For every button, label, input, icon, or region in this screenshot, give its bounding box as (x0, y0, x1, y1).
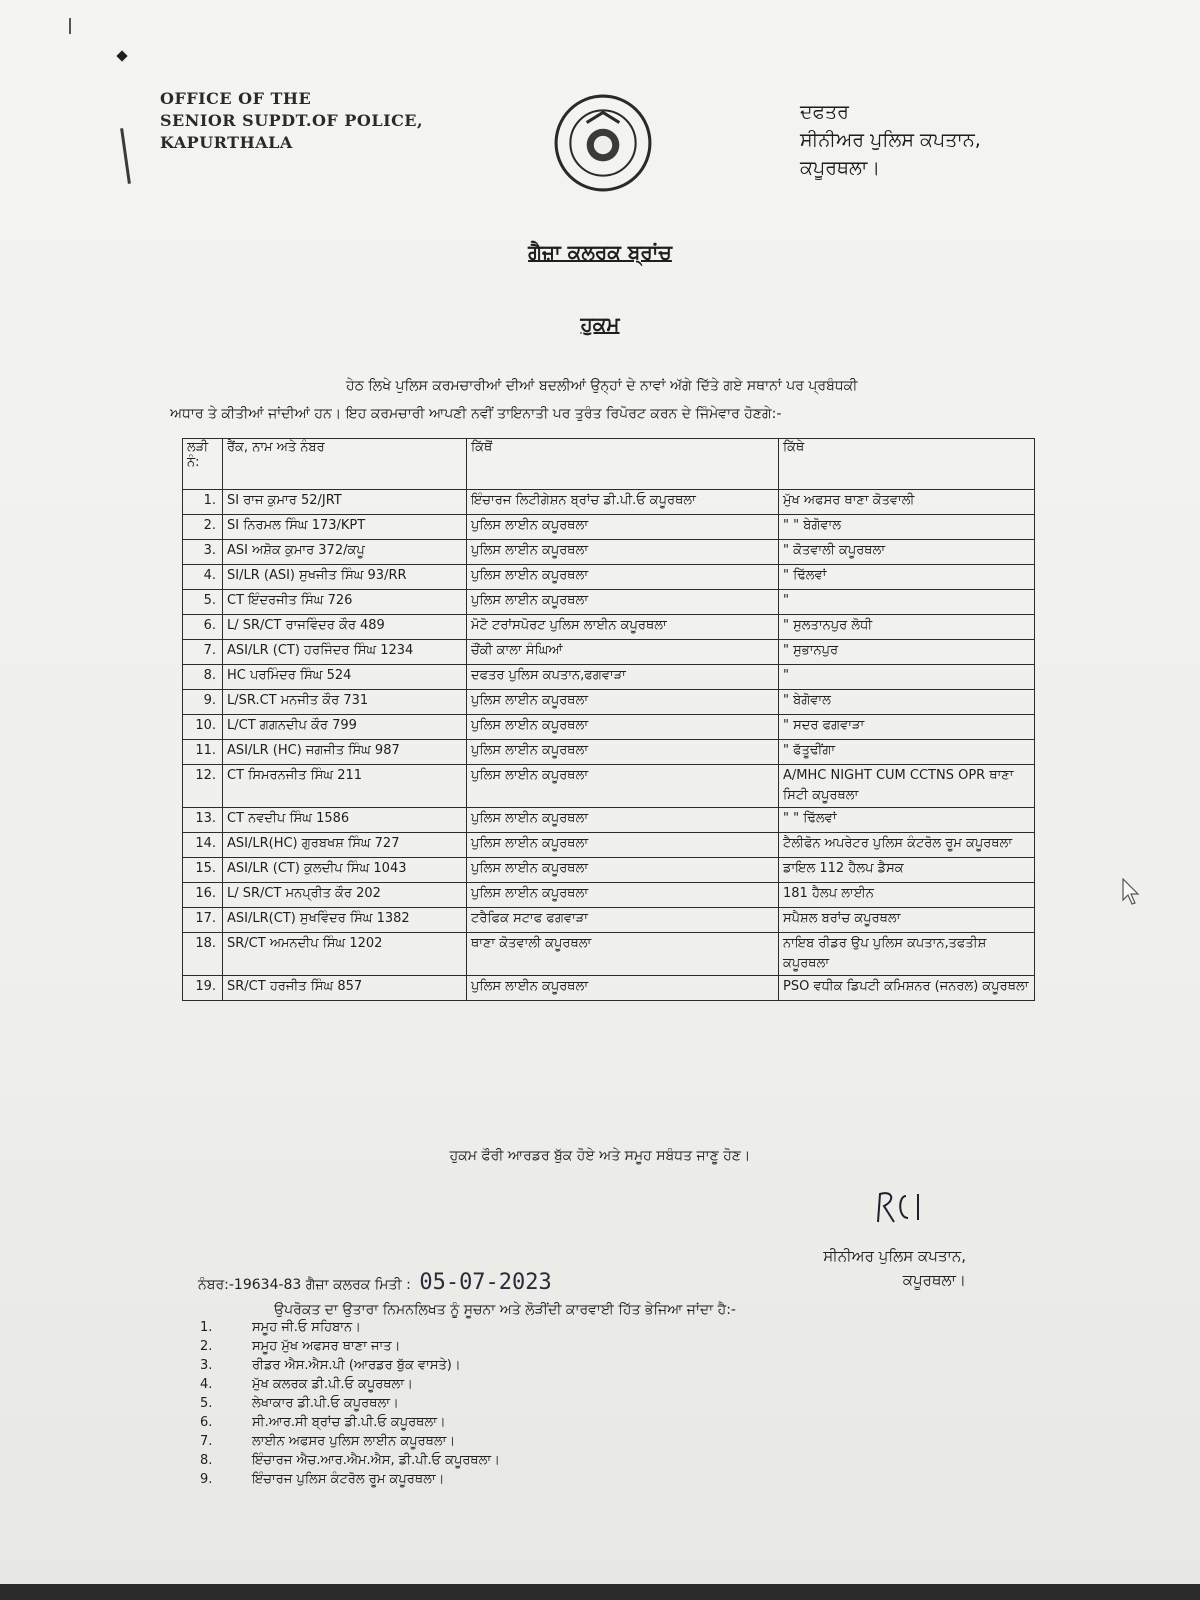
cell-serial: 18. (183, 933, 223, 976)
table-row (183, 808, 1035, 833)
list-item-number: 1. (200, 1320, 213, 1335)
cell-to: " ਫੱਤੂਢੀਂਗਾ (779, 740, 1035, 765)
office-line-3: KAPURTHALA (160, 133, 293, 152)
header-to: ਕਿੱਥੇ (779, 439, 1035, 490)
cell-serial: 8. (183, 665, 223, 690)
cell-serial: 11. (183, 740, 223, 765)
cell-to: " ਸਦਰ ਫਗਵਾੜਾ (779, 715, 1035, 740)
header-serial: ਲੜੀ ਨੰ: (183, 439, 223, 490)
scan-edge-mark (120, 128, 131, 184)
endorsement-number (198, 1270, 552, 1295)
cell-from: ਥਾਣਾ ਕੋਤਵਾਲੀ ਕਪੂਰਥਲਾ (467, 933, 779, 976)
table-row (183, 665, 1035, 690)
office-pa-line-1: ਦਫਤਰ (800, 101, 849, 123)
list-item (200, 1432, 500, 1451)
cell-from: ਇੰਚਾਰਜ ਲਿਟੀਗੇਸ਼ਨ ਬ੍ਰਾਂਚ ਡੀ.ਪੀ.ਓ ਕਪੂਰਥਲਾ (467, 490, 779, 515)
list-item (200, 1413, 500, 1432)
cell-to: " ਸੁਲਤਾਨਪੁਰ ਲੋਧੀ (779, 615, 1035, 640)
cell-serial: 3. (183, 540, 223, 565)
cell-rank-name: ASI/LR (CT) ਹਰਜਿੰਦਰ ਸਿੰਘ 1234 (223, 640, 467, 665)
mouse-cursor-icon (1122, 878, 1140, 906)
cell-from: ਪੁਲਿਸ ਲਾਈਨ ਕਪੂਰਥਲਾ (467, 883, 779, 908)
cell-serial: 19. (183, 976, 223, 1001)
cell-to: ਸਪੈਸ਼ਲ ਬਰਾਂਚ ਕਪੂਰਥਲਾ (779, 908, 1035, 933)
cell-rank-name: L/SR.CT ਮਨਜੀਤ ਕੌਰ 731 (223, 690, 467, 715)
table-row (183, 976, 1035, 1001)
order-closing-line: ਹੁਕਮ ਫੌਰੀ ਆਰਡਰ ਬੁੱਕ ਹੋਏ ਅਤੇ ਸਮੂਹ ਸਬੰਧਤ ਜਾਣੂ ਹੋਣ। (449, 1148, 751, 1164)
table-row (183, 715, 1035, 740)
table-row (183, 833, 1035, 858)
table-row (183, 908, 1035, 933)
office-line-1: OFFICE OF THE (160, 89, 312, 108)
cell-serial: 2. (183, 515, 223, 540)
cell-serial: 12. (183, 765, 223, 808)
cell-serial: 17. (183, 908, 223, 933)
list-item (200, 1394, 500, 1413)
cell-from: ਮੋਟੋ ਟਰਾਂਸਪੋਰਟ ਪੁਲਿਸ ਲਾਈਨ ਕਪੂਰਥਲਾ (467, 615, 779, 640)
list-item-text: ਸਮੂਹ ਮੁੱਖ ਅਫਸਰ ਥਾਣਾ ਜਾਤ। (252, 1339, 401, 1354)
cell-rank-name: ASI ਅਸ਼ੋਕ ਕੁਮਾਰ 372/ਕਪੂ (223, 540, 467, 565)
cell-serial: 10. (183, 715, 223, 740)
endorsement-label: ਨੰਬਰ:-19634-83 ਗੈਜ਼ਾ ਕਲਰਕ ਮਿਤੀ : (198, 1277, 411, 1293)
cell-rank-name: SI ਨਿਰਮਲ ਸਿੰਘ 173/KPT (223, 515, 467, 540)
cell-serial: 14. (183, 833, 223, 858)
cell-rank-name: SI/LR (ASI) ਸੁਖਜੀਤ ਸਿੰਘ 93/RR (223, 565, 467, 590)
list-item-text: ਇੰਚਾਰਜ ਐਚ.ਆਰ.ਐਮ.ਐਸ, ਡੀ.ਪੀ.ਓ ਕਪੂਰਥਲਾ। (252, 1453, 500, 1468)
list-item-number: 6. (200, 1415, 213, 1430)
office-line-2: SENIOR SUPDT.OF POLICE, (160, 111, 424, 130)
cell-from: ਟਰੈਫਿਕ ਸਟਾਫ ਫਗਵਾੜਾ (467, 908, 779, 933)
cell-to: " ਢਿੱਲਵਾਂ (779, 565, 1035, 590)
table-row (183, 765, 1035, 808)
list-item (200, 1451, 500, 1470)
cell-serial: 7. (183, 640, 223, 665)
header-rank-name: ਰੈਂਕ, ਨਾਮ ਅਤੇ ਨੰਬਰ (223, 439, 467, 490)
cell-to: ਡਾਇਲ 112 ਹੈਲਪ ਡੈਸਕ (779, 858, 1035, 883)
transfer-table (182, 438, 1035, 1001)
cell-from: ਪੁਲਿਸ ਲਾਈਨ ਕਪੂਰਥਲਾ (467, 590, 779, 615)
list-item (200, 1337, 500, 1356)
list-item-text: ਮੁੱਖ ਕਲਰਕ ਡੀ.ਪੀ.ਓ ਕਪੂਰਥਲਾ। (252, 1377, 413, 1392)
office-name-english (160, 88, 423, 154)
intro-line-1: ਹੇਠ ਲਿਖੇ ਪੁਲਿਸ ਕਰਮਚਾਰੀਆਂ ਦੀਆਂ ਬਦਲੀਆਂ ਉਨ੍ਹਾਂ ਦੇ ਨਾਵਾਂ ਅੱਗੇ ਦਿੱਤੇ ਗਏ ਸਥਾਨਾਂ ਪਰ ਪ੍ਰਬੰਧਕੀ (346, 378, 858, 394)
table-row (183, 933, 1035, 976)
cell-from: ਚੌਂਕੀ ਕਾਲਾ ਸੰਘਿਆਂ (467, 640, 779, 665)
cell-rank-name: ASI/LR(CT) ਸੁਖਵਿੰਦਰ ਸਿੰਘ 1382 (223, 908, 467, 933)
cell-rank-name: ASI/LR (HC) ਜਗਜੀਤ ਸਿੰਘ 987 (223, 740, 467, 765)
cell-serial: 16. (183, 883, 223, 908)
cell-rank-name: L/ SR/CT ਰਾਜਵਿੰਦਰ ਕੌਰ 489 (223, 615, 467, 640)
cell-serial: 4. (183, 565, 223, 590)
list-item-number: 3. (200, 1358, 213, 1373)
cell-from: ਪੁਲਿਸ ਲਾਈਨ ਕਪੂਰਥਲਾ (467, 808, 779, 833)
cell-rank-name: CT ਨਵਦੀਪ ਸਿੰਘ 1586 (223, 808, 467, 833)
cell-from: ਪੁਲਿਸ ਲਾਈਨ ਕਪੂਰਥਲਾ (467, 690, 779, 715)
order-intro (170, 372, 1030, 428)
list-item (200, 1318, 500, 1337)
cell-rank-name: HC ਪਰਮਿੰਦਰ ਸਿੰਘ 524 (223, 665, 467, 690)
table-row (183, 740, 1035, 765)
cell-to: ਨਾਇਬ ਰੀਡਰ ਉਪ ਪੁਲਿਸ ਕਪਤਾਨ,ਤਫਤੀਸ਼ ਕਪੂਰਥਲਾ (779, 933, 1035, 976)
copy-to-intro: ਉਪਰੋਕਤ ਦਾ ਉਤਾਰਾ ਨਿਮਨਲਿਖਤ ਨੂੰ ਸੂਚਨਾ ਅਤੇ ਲੋੜੀਂਦੀ ਕਾਰਵਾਈ ਹਿੱਤ ਭੇਜਿਆ ਜਾਂਦਾ ਹੈ:- (274, 1302, 736, 1318)
cell-from: ਪੁਲਿਸ ਲਾਈਨ ਕਪੂਰਥਲਾ (467, 515, 779, 540)
cell-rank-name: SR/CT ਹਰਜੀਤ ਸਿੰਘ 857 (223, 976, 467, 1001)
list-item-text: ਰੀਡਰ ਐਸ.ਐਸ.ਪੀ (ਆਰਡਰ ਬੁੱਕ ਵਾਸਤੇ)। (252, 1358, 461, 1373)
list-item-text: ਲੇਖਾਕਾਰ ਡੀ.ਪੀ.ਓ ਕਪੂਰਥਲਾ। (252, 1396, 399, 1411)
cell-to: A/MHC NIGHT CUM CCTNS OPR ਥਾਣਾ ਸਿਟੀ ਕਪੂਰਥਲਾ (779, 765, 1035, 808)
cell-serial: 13. (183, 808, 223, 833)
cell-from: ਪੁਲਿਸ ਲਾਈਨ ਕਪੂਰਥਲਾ (467, 540, 779, 565)
intro-line-2: ਅਧਾਰ ਤੇ ਕੀਤੀਆਂ ਜਾਂਦੀਆਂ ਹਨ। ਇਹ ਕਰਮਚਾਰੀ ਆਪਣੀ ਨਵੀਂ ਤਾਇਨਾਤੀ ਪਰ ਤੁਰੰਤ ਰਿਪੋਰਟ ਕਰਨ ਦੇ ਜਿੰਮੇਵਾਰ ਹੋਣਗੇ:- (170, 406, 782, 422)
signature-title-1: ਸੀਨੀਅਰ ਪੁਲਿਸ ਕਪਤਾਨ, (823, 1247, 966, 1265)
cell-to: ਮੁੱਖ ਅਫਸਰ ਥਾਣਾ ਕੋਤਵਾਲੀ (779, 490, 1035, 515)
cell-to: " ਕੋਤਵਾਲੀ ਕਪੂਰਥਲਾ (779, 540, 1035, 565)
cell-to: " ਸੁਭਾਨਪੁਰ (779, 640, 1035, 665)
table-row (183, 640, 1035, 665)
cell-to: PSO ਵਧੀਕ ਡਿਪਟੀ ਕਮਿਸ਼ਨਰ (ਜਨਰਲ) ਕਪੂਰਥਲਾ (779, 976, 1035, 1001)
scan-artifact-mark (116, 50, 127, 61)
cell-to: " " ਬੇਗੋਵਾਲ (779, 515, 1035, 540)
cell-serial: 9. (183, 690, 223, 715)
order-title: ਹੁਕਮ (580, 312, 620, 336)
cell-from: ਪੁਲਿਸ ਲਾਈਨ ਕਪੂਰਥਲਾ (467, 740, 779, 765)
cell-from: ਪੁਲਿਸ ਲਾਈਨ ਕਪੂਰਥਲਾ (467, 765, 779, 808)
cell-to: " (779, 665, 1035, 690)
cell-rank-name: CT ਸਿਮਰਨਜੀਤ ਸਿੰਘ 211 (223, 765, 467, 808)
list-item (200, 1375, 500, 1394)
cell-to: 181 ਹੈਲਪ ਲਾਈਨ (779, 883, 1035, 908)
cell-from: ਪੁਲਿਸ ਲਾਈਨ ਕਪੂਰਥਲਾ (467, 715, 779, 740)
list-item-number: 9. (200, 1472, 213, 1487)
cell-to: " ਬੇਗੋਵਾਲ (779, 690, 1035, 715)
table-row (183, 690, 1035, 715)
cell-from: ਦਫਤਰ ਪੁਲਿਸ ਕਪਤਾਨ,ਫਗਵਾੜਾ (467, 665, 779, 690)
copy-to-list (200, 1318, 500, 1489)
cell-serial: 6. (183, 615, 223, 640)
cell-to: ਟੈਲੀਫੋਨ ਅਪਰੇਟਰ ਪੁਲਿਸ ਕੰਟਰੋਲ ਰੂਮ ਕਪੂਰਥਲਾ (779, 833, 1035, 858)
cell-rank-name: CT ਇੰਦਰਜੀਤ ਸਿੰਘ 726 (223, 590, 467, 615)
branch-title: ਗੈਜ਼ਾ ਕਲਰਕ ਬ੍ਰਾਂਚ (528, 240, 672, 264)
signature-block (810, 1244, 966, 1292)
table-body (183, 490, 1035, 1001)
table-row (183, 540, 1035, 565)
cell-rank-name: L/CT ਗਗਨਦੀਪ ਕੌਰ 799 (223, 715, 467, 740)
cell-to: " " ਢਿੱਲਵਾਂ (779, 808, 1035, 833)
table-row (183, 515, 1035, 540)
table-row (183, 565, 1035, 590)
cell-from: ਪੁਲਿਸ ਲਾਈਨ ਕਪੂਰਥਲਾ (467, 565, 779, 590)
cell-from: ਪੁਲਿਸ ਲਾਈਨ ਕਪੂਰਥਲਾ (467, 833, 779, 858)
cell-rank-name: ASI/LR(HC) ਗੁਰਬਖਸ਼ ਸਿੰਘ 727 (223, 833, 467, 858)
cell-from: ਪੁਲਿਸ ਲਾਈਨ ਕਪੂਰਥਲਾ (467, 858, 779, 883)
cell-rank-name: SI ਰਾਜ ਕੁਮਾਰ 52/JRT (223, 490, 467, 515)
header-from: ਕਿੱਥੋਂ (467, 439, 779, 490)
list-item-number: 8. (200, 1453, 213, 1468)
table-row (183, 883, 1035, 908)
list-item-number: 7. (200, 1434, 213, 1449)
cell-rank-name: SR/CT ਅਮਨਦੀਪ ਸਿੰਘ 1202 (223, 933, 467, 976)
cell-rank-name: ASI/LR (CT) ਕੁਲਦੀਪ ਸਿੰਘ 1043 (223, 858, 467, 883)
office-pa-line-3: ਕਪੂਰਥਲਾ। (800, 157, 881, 179)
list-item-text: ਇੰਚਾਰਜ ਪੁਲਿਸ ਕੰਟਰੋਲ ਰੂਮ ਕਪੂਰਥਲਾ। (252, 1472, 445, 1487)
list-item-number: 5. (200, 1396, 213, 1411)
cell-serial: 1. (183, 490, 223, 515)
list-item-number: 4. (200, 1377, 213, 1392)
punjab-police-seal-icon (552, 92, 654, 194)
list-item-text: ਸੀ.ਆਰ.ਸੀ ਬ੍ਰਾਂਚ ਡੀ.ਪੀ.ਓ ਕਪੂਰਥਲਾ। (252, 1415, 446, 1430)
signature-title-2: ਕਪੂਰਥਲਾ। (902, 1271, 966, 1289)
list-item (200, 1470, 500, 1489)
signature-initials (872, 1186, 942, 1230)
list-item-text: ਲਾਈਨ ਅਫਸਰ ਪੁਲਿਸ ਲਾਈਨ ਕਪੂਰਥਲਾ। (252, 1434, 456, 1449)
cell-serial: 5. (183, 590, 223, 615)
screen-bottom-bezel (0, 1584, 1200, 1600)
table-header-row (183, 439, 1035, 490)
office-name-punjabi (800, 98, 981, 182)
cell-from: ਪੁਲਿਸ ਲਾਈਨ ਕਪੂਰਥਲਾ (467, 976, 779, 1001)
cell-serial: 15. (183, 858, 223, 883)
office-pa-line-2: ਸੀਨੀਅਰ ਪੁਲਿਸ ਕਪਤਾਨ, (800, 129, 981, 151)
list-item-text: ਸਮੂਹ ਜੀ.ਓ ਸਹਿਬਾਨ। (252, 1320, 361, 1335)
cell-rank-name: L/ SR/CT ਮਨਪ੍ਰੀਤ ਕੌਰ 202 (223, 883, 467, 908)
handwritten-date: 05-07-2023 (419, 1270, 552, 1295)
table-row (183, 590, 1035, 615)
table-row (183, 490, 1035, 515)
list-item-number: 2. (200, 1339, 213, 1354)
table-row (183, 858, 1035, 883)
list-item (200, 1356, 500, 1375)
table-row (183, 615, 1035, 640)
scan-artifact-line (69, 18, 71, 34)
cell-to: " (779, 590, 1035, 615)
